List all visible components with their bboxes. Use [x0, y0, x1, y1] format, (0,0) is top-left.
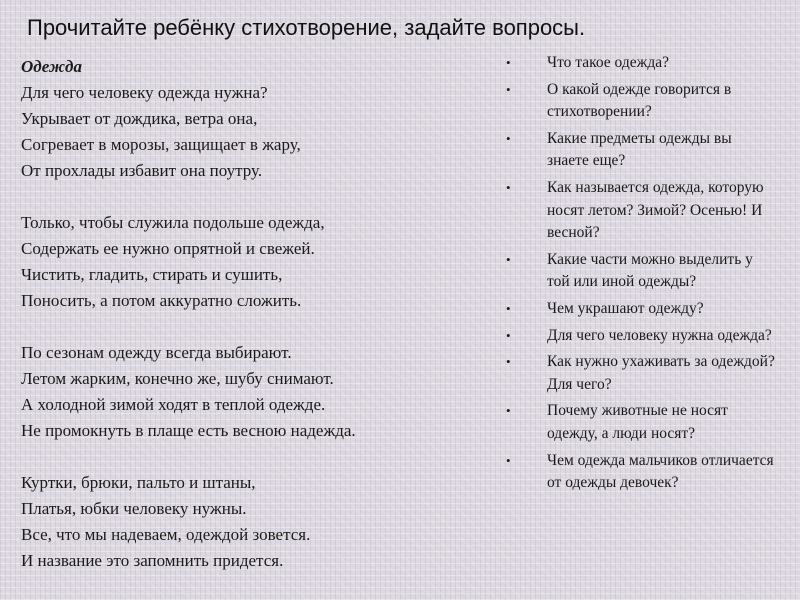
poem-stanza-2: [21, 210, 481, 314]
question-item: [506, 177, 776, 245]
poem-line: Не промокнуть в плаще есть весною надежда.: [21, 421, 356, 440]
question-item: [506, 400, 776, 445]
poem-line: Платья, юбки человеку нужны.: [21, 499, 247, 518]
poem-stanza-4: [21, 470, 481, 574]
question-text: Чем одежда мальчиков отличается от одежды девочек?: [547, 451, 774, 492]
bullet-icon: •: [506, 300, 511, 316]
question-text: Какие части можно выделить у той или иной одежды?: [547, 250, 753, 291]
poem-line: А холодной зимой ходят в теплой одежде.: [21, 395, 326, 414]
bullet-icon: •: [506, 179, 511, 195]
bullet-icon: •: [506, 403, 511, 419]
question-item: [506, 298, 776, 321]
poem-stanza-3: [21, 340, 481, 444]
bullet-icon: •: [506, 130, 511, 146]
poem-line: Согревает в морозы, защищает в жару,: [21, 135, 301, 154]
poem-line: Куртки, брюки, пальто и штаны,: [21, 473, 256, 492]
question-text: Какие предметы одежды вы знаете еще?: [547, 129, 732, 170]
questions-list: [506, 52, 776, 499]
poem-line: Укрывает от дождика, ветра она,: [21, 109, 258, 128]
question-text: Как называется одежда, которую носят летом? Зимой? Осенью! И весной?: [547, 178, 764, 242]
question-item: [506, 351, 776, 396]
question-item: [506, 128, 776, 173]
question-text: О какой одежде говорится в стихотворении?: [547, 80, 732, 121]
poem-line: И название это запомнить придется.: [21, 551, 284, 570]
bullet-icon: •: [506, 452, 511, 468]
poem: [21, 54, 481, 574]
poem-stanza-1: [21, 80, 481, 184]
bullet-icon: •: [506, 327, 511, 343]
question-text: Для чего человеку нужна одежда?: [547, 326, 772, 344]
poem-line: Все, что мы надеваем, одеждой зовется.: [21, 525, 311, 544]
question-item: [506, 450, 776, 495]
bullet-icon: •: [506, 354, 511, 370]
bullet-icon: •: [506, 55, 511, 70]
bullet-icon: •: [506, 251, 511, 267]
question-item: [506, 52, 776, 75]
poem-title: Одежда: [21, 57, 82, 76]
poem-line: Летом жарким, конечно же, шубу снимают.: [21, 369, 334, 388]
poem-line: Для чего человеку одежда нужна?: [21, 83, 268, 102]
poem-line: Только, чтобы служила подольше одежда,: [21, 213, 325, 232]
poem-line: По сезонам одежду всегда выбирают.: [21, 343, 292, 362]
poem-line: Чистить, гладить, стирать и сушить,: [21, 265, 283, 284]
question-text: Почему животные не носят одежду, а люди носят?: [547, 402, 728, 442]
question-text: Чем украшают одежду?: [547, 299, 704, 317]
question-text: Как нужно ухаживать за одеждой? Для чего?: [547, 353, 775, 393]
bullet-icon: •: [506, 81, 511, 97]
question-item: [506, 79, 776, 124]
question-item: [506, 249, 776, 294]
poem-line: Содержать ее нужно опрятной и свежей.: [21, 239, 315, 258]
question-item: [506, 325, 776, 348]
slide-title: Прочитайте ребёнку стихотворение, задайте вопросы.: [27, 15, 586, 40]
poem-line: Поносить, а потом аккуратно сложить.: [21, 291, 302, 310]
poem-line: От прохлады избавит она поутру.: [21, 161, 263, 180]
question-text: Что такое одежда?: [547, 54, 669, 71]
